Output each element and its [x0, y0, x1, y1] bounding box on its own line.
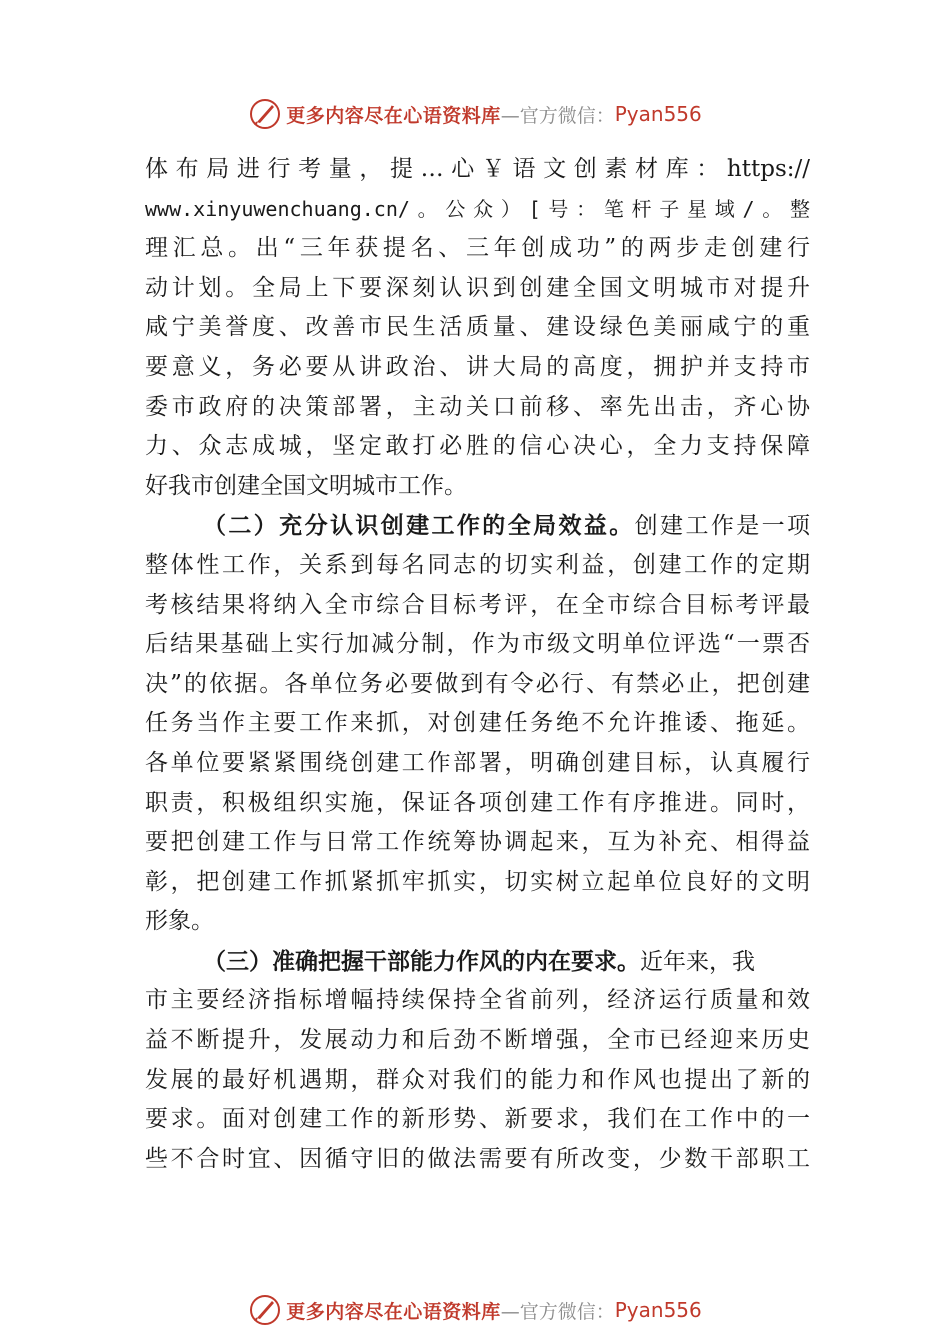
feather-seal-icon	[248, 1293, 282, 1327]
document-body	[145, 150, 810, 1179]
p1-line: 动计划。全局上下要深刻认识到创建全国文明城市对提升	[145, 274, 810, 301]
p3-line: 些不合时宜、因循守旧的做法需要有所改变，少数干部职工	[145, 1145, 810, 1172]
p3-first-text: 近年来，我	[640, 948, 755, 975]
p2-line: 决”的依据。各单位务必要做到有令必行、有禁必止，把创建	[145, 670, 810, 697]
p2-line: 整体性工作，关系到每名同志的切实利益，创建工作的定期	[145, 551, 810, 578]
p2-line: 彰，把创建工作抓紧抓牢抓实，切实树立起单位良好的文明	[145, 868, 810, 895]
banner-wechat-id: Pyan556	[614, 102, 702, 126]
p3-heading: （三）准确把握干部能力作风的内在要求。	[203, 947, 640, 975]
p1-line: 体布局进行考量，提…心￥语文创素材库：https://	[145, 156, 810, 182]
p2-first-text: 创建工作是一项	[634, 513, 811, 540]
banner-sep: —官方微信：	[500, 104, 615, 127]
p2-first-line	[145, 506, 810, 546]
p2-line: 各单位要紧紧围绕创建工作部署，明确创建目标，认真履行	[145, 749, 810, 776]
p2-line: 后结果基础上实行加减分制，作为市级文明单位评选“一票否	[145, 631, 810, 658]
p2-line: 要把创建工作与日常工作统筹协调起来，互为补充、相得益	[145, 829, 810, 856]
p3-line: 发展的最好机遇期，群众对我们的能力和作风也提出了新的	[145, 1066, 810, 1093]
footer-banner	[0, 1288, 950, 1332]
p1-line: 理汇总。出“三年获提名、三年创成功”的两步走创建行	[145, 235, 810, 262]
p2-line: 考核结果将纳入全市综合目标考评，在全市综合目标考评最	[145, 591, 810, 618]
p2-line: 形象。	[145, 908, 214, 935]
banner-title: 更多内容尽在心语资料库	[286, 1300, 501, 1323]
feather-seal-icon	[248, 97, 282, 131]
banner-sep: —官方微信：	[500, 1300, 615, 1323]
p3-line: 要求。面对创建工作的新形势、新要求，我们在工作中的一	[145, 1106, 810, 1133]
p2-line: 任务当作主要工作来抓，对创建任务绝不允许推诿、拖延。	[145, 710, 810, 737]
p1-line: 力、众志成城，坚定敢打必胜的信心决心，全力支持保障	[145, 433, 810, 460]
p3-line: 市主要经济指标增幅持续保持全省前列，经济运行质量和效	[145, 987, 810, 1014]
p1-line: 要意义，务必要从讲政治、讲大局的高度，拥护并支持市	[145, 353, 810, 380]
banner-wechat-id: Pyan556	[614, 1298, 702, 1322]
p1-line: 好我市创建全国文明城市工作。	[145, 472, 467, 499]
p3-first-line	[145, 942, 810, 982]
header-banner	[0, 92, 950, 136]
p1-line: 咸宁美誉度、改善市民生活质量、建设绿色美丽咸宁的重	[145, 314, 810, 341]
p3-line: 益不断提升，发展动力和后劲不断增强，全市已经迎来历史	[145, 1027, 810, 1054]
p1-line-url: www.xinyuwenchuang.cn/。公众）[号：笔杆子星域/。整	[145, 196, 810, 221]
p1-line: 委市政府的决策部署，主动关口前移、率先出击，齐心协	[145, 393, 810, 420]
p2-heading: （二）充分认识创建工作的全局效益。	[203, 512, 635, 540]
banner-title: 更多内容尽在心语资料库	[286, 104, 501, 127]
p2-line: 职责，积极组织实施，保证各项创建工作有序推进。同时，	[145, 789, 810, 816]
